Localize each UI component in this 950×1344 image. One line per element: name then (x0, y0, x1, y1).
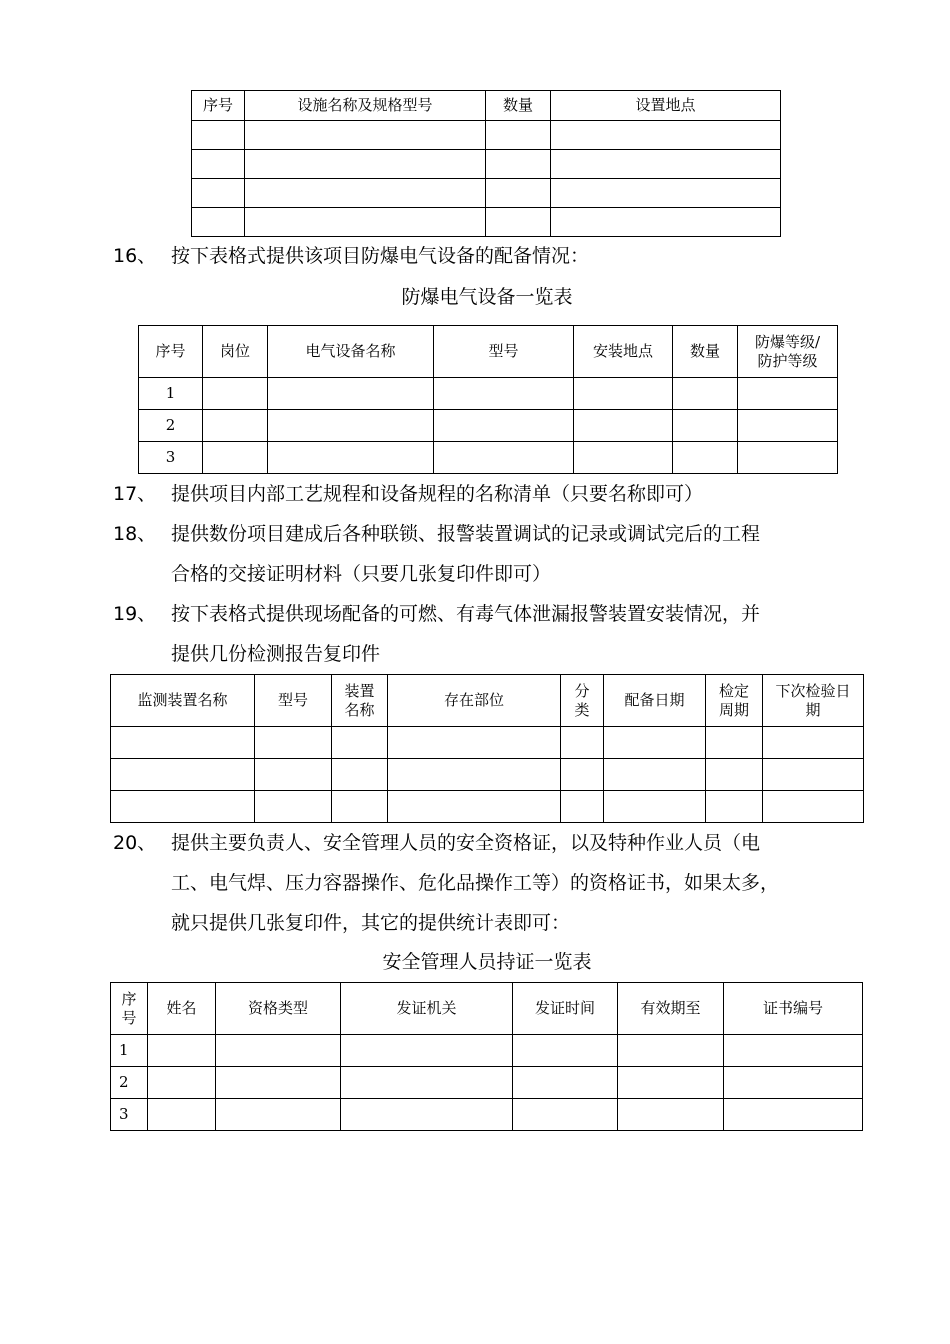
table-row (192, 179, 781, 208)
item-text-line2: 合格的交接证明材料（只要几张复印件即可） (171, 563, 552, 585)
gas-detector-table (110, 674, 864, 823)
item-text-line2: 提供几份检测报告复印件 (171, 643, 381, 665)
header-equip-date: 配备日期 (604, 675, 706, 727)
item-text-line1: 提供数份项目建成后各种联锁、报警装置调试的记录或调试完后的工程 (171, 523, 761, 545)
table-row (111, 727, 864, 759)
table-row (111, 759, 864, 791)
table-row: 1 (111, 1035, 863, 1067)
header-index: 序号 (192, 91, 245, 121)
header-device-name: 监测装置名称 (111, 675, 255, 727)
item-number: 19、 (113, 603, 157, 625)
header-index: 序 号 (111, 983, 148, 1035)
header-calibration-period: 检定 周期 (706, 675, 763, 727)
item-number: 17、 (113, 483, 157, 505)
item-text-line1: 提供主要负责人、安全管理人员的安全资格证，以及特种作业人员（电 (171, 832, 761, 854)
table-row: 3 (111, 1099, 863, 1131)
table-row (192, 121, 781, 150)
table-row (192, 150, 781, 179)
header-cert-number: 证书编号 (724, 983, 863, 1035)
header-quantity: 数量 (673, 326, 738, 378)
item-number: 18、 (113, 523, 157, 545)
header-install-location: 安装地点 (574, 326, 673, 378)
header-issuing-authority: 发证机关 (341, 983, 513, 1035)
header-qualification-type: 资格类型 (216, 983, 341, 1035)
header-location: 设置地点 (551, 91, 781, 121)
certificates-table (110, 982, 863, 1131)
explosion-table-title: 防爆电气设备一览表 (401, 286, 573, 308)
table-row: 3 (139, 442, 838, 474)
header-category: 分 类 (561, 675, 604, 727)
header-quantity: 数量 (486, 91, 551, 121)
table-row (192, 208, 781, 237)
item-text-line2: 工、电气焊、压力容器操作、危化品操作工等）的资格证书，如果太多， (171, 872, 780, 894)
header-model: 型号 (255, 675, 332, 727)
header-name: 姓名 (148, 983, 216, 1035)
facilities-table (191, 90, 781, 237)
table-row: 2 (111, 1067, 863, 1099)
header-facility-name: 设施名称及规格型号 (245, 91, 486, 121)
table-row: 1 (139, 378, 838, 410)
header-valid-until: 有效期至 (618, 983, 724, 1035)
table-row (111, 791, 864, 823)
header-issue-date: 发证时间 (513, 983, 618, 1035)
explosion-proof-table (138, 325, 838, 474)
header-location: 存在部位 (388, 675, 561, 727)
item-text-line1: 按下表格式提供现场配备的可燃、有毒气体泄漏报警装置安装情况，并 (171, 603, 761, 625)
item-number: 16、 (113, 245, 157, 267)
item-text: 提供项目内部工艺规程和设备规程的名称清单（只要名称即可） (171, 483, 704, 505)
item-text: 按下表格式提供该项目防爆电气设备的配备情况： (171, 245, 590, 267)
item-number: 20、 (113, 832, 157, 854)
header-device-label: 装置 名称 (332, 675, 388, 727)
header-equipment-name: 电气设备名称 (268, 326, 434, 378)
certs-table-title: 安全管理人员持证一览表 (382, 951, 592, 973)
table-row: 2 (139, 410, 838, 442)
header-protection-grade: 防爆等级/ 防护等级 (738, 326, 838, 378)
header-next-inspection: 下次检验日 期 (763, 675, 864, 727)
header-post: 岗位 (203, 326, 268, 378)
item-text-line3: 就只提供几张复印件，其它的提供统计表即可： (171, 912, 571, 934)
header-model: 型号 (434, 326, 574, 378)
header-index: 序号 (139, 326, 203, 378)
